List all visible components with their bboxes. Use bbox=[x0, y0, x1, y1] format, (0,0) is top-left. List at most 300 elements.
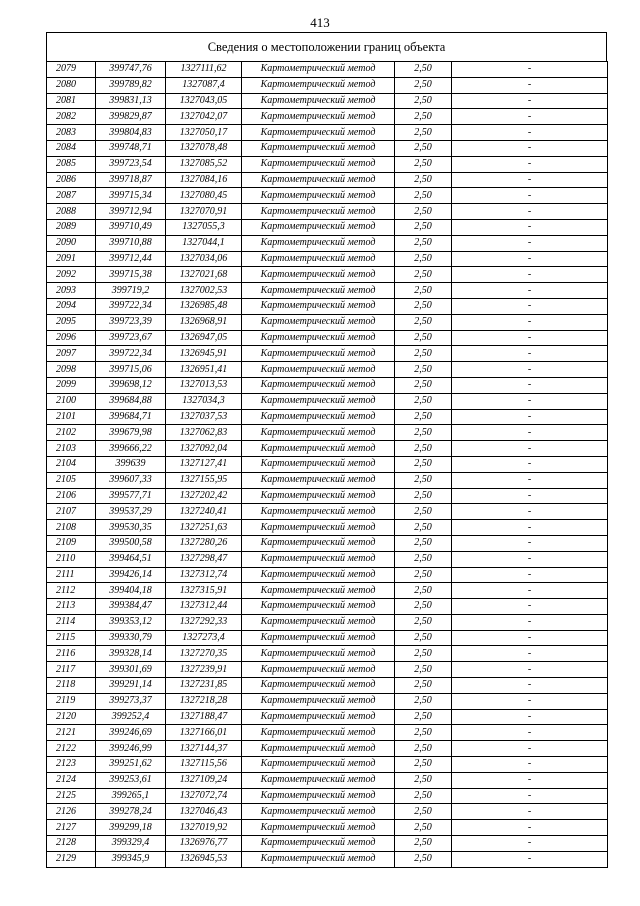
table-row bbox=[47, 62, 608, 78]
coordinate-x-cell: 399718,87 bbox=[96, 172, 166, 188]
accuracy-cell: 2,50 bbox=[395, 156, 452, 172]
table-row bbox=[47, 314, 608, 330]
note-cell: - bbox=[452, 836, 608, 852]
table-row bbox=[47, 488, 608, 504]
point-number-cell: 2116 bbox=[47, 646, 96, 662]
coordinate-y-cell: 1327042,07 bbox=[166, 109, 242, 125]
table-row bbox=[47, 283, 608, 299]
coordinate-x-cell: 399265,1 bbox=[96, 788, 166, 804]
coordinate-x-cell: 399684,88 bbox=[96, 393, 166, 409]
accuracy-cell: 2,50 bbox=[395, 535, 452, 551]
method-cell: Картометрический метод bbox=[242, 235, 395, 251]
point-number-cell: 2087 bbox=[47, 188, 96, 204]
accuracy-cell: 2,50 bbox=[395, 314, 452, 330]
method-cell: Картометрический метод bbox=[242, 425, 395, 441]
table-row bbox=[47, 456, 608, 472]
accuracy-cell: 2,50 bbox=[395, 567, 452, 583]
note-cell: - bbox=[452, 283, 608, 299]
table-row bbox=[47, 757, 608, 773]
note-cell: - bbox=[452, 788, 608, 804]
coordinate-x-cell: 399301,69 bbox=[96, 662, 166, 678]
note-cell: - bbox=[452, 741, 608, 757]
accuracy-cell: 2,50 bbox=[395, 377, 452, 393]
coordinate-x-cell: 399723,67 bbox=[96, 330, 166, 346]
coordinate-x-cell: 399712,44 bbox=[96, 251, 166, 267]
coordinate-x-cell: 399384,47 bbox=[96, 599, 166, 615]
accuracy-cell: 2,50 bbox=[395, 346, 452, 362]
table-row bbox=[47, 646, 608, 662]
coordinate-x-cell: 399251,62 bbox=[96, 757, 166, 773]
coordinate-y-cell: 1326985,48 bbox=[166, 298, 242, 314]
accuracy-cell: 2,50 bbox=[395, 409, 452, 425]
note-cell: - bbox=[452, 472, 608, 488]
table-row bbox=[47, 219, 608, 235]
note-cell: - bbox=[452, 140, 608, 156]
accuracy-cell: 2,50 bbox=[395, 836, 452, 852]
coordinate-y-cell: 1327115,56 bbox=[166, 757, 242, 773]
point-number-cell: 2107 bbox=[47, 504, 96, 520]
coordinate-y-cell: 1327050,17 bbox=[166, 125, 242, 141]
method-cell: Картометрический метод bbox=[242, 188, 395, 204]
table-row bbox=[47, 235, 608, 251]
point-number-cell: 2129 bbox=[47, 851, 96, 867]
point-number-cell: 2115 bbox=[47, 630, 96, 646]
accuracy-cell: 2,50 bbox=[395, 472, 452, 488]
point-number-cell: 2106 bbox=[47, 488, 96, 504]
coordinate-x-cell: 399278,24 bbox=[96, 804, 166, 820]
note-cell: - bbox=[452, 551, 608, 567]
method-cell: Картометрический метод bbox=[242, 804, 395, 820]
coordinate-x-cell: 399715,06 bbox=[96, 362, 166, 378]
method-cell: Картометрический метод bbox=[242, 551, 395, 567]
point-number-cell: 2091 bbox=[47, 251, 96, 267]
point-number-cell: 2098 bbox=[47, 362, 96, 378]
accuracy-cell: 2,50 bbox=[395, 820, 452, 836]
table-row bbox=[47, 393, 608, 409]
coordinate-y-cell: 1327070,91 bbox=[166, 204, 242, 220]
accuracy-cell: 2,50 bbox=[395, 140, 452, 156]
note-cell: - bbox=[452, 630, 608, 646]
note-cell: - bbox=[452, 772, 608, 788]
accuracy-cell: 2,50 bbox=[395, 804, 452, 820]
note-cell: - bbox=[452, 820, 608, 836]
method-cell: Картометрический метод bbox=[242, 488, 395, 504]
accuracy-cell: 2,50 bbox=[395, 851, 452, 867]
coordinate-y-cell: 1327144,37 bbox=[166, 741, 242, 757]
point-number-cell: 2092 bbox=[47, 267, 96, 283]
coordinate-x-cell: 399698,12 bbox=[96, 377, 166, 393]
coordinate-x-cell: 399666,22 bbox=[96, 441, 166, 457]
point-number-cell: 2109 bbox=[47, 535, 96, 551]
accuracy-cell: 2,50 bbox=[395, 678, 452, 694]
coordinate-x-cell: 399715,38 bbox=[96, 267, 166, 283]
method-cell: Картометрический метод bbox=[242, 646, 395, 662]
coordinate-y-cell: 1327251,63 bbox=[166, 520, 242, 536]
table-row bbox=[47, 251, 608, 267]
point-number-cell: 2095 bbox=[47, 314, 96, 330]
accuracy-cell: 2,50 bbox=[395, 235, 452, 251]
note-cell: - bbox=[452, 599, 608, 615]
method-cell: Картометрический метод bbox=[242, 125, 395, 141]
table-row bbox=[47, 551, 608, 567]
point-number-cell: 2113 bbox=[47, 599, 96, 615]
note-cell: - bbox=[452, 298, 608, 314]
point-number-cell: 2079 bbox=[47, 62, 96, 78]
coordinate-y-cell: 1327078,48 bbox=[166, 140, 242, 156]
accuracy-cell: 2,50 bbox=[395, 757, 452, 773]
coordinate-y-cell: 1327202,42 bbox=[166, 488, 242, 504]
point-number-cell: 2114 bbox=[47, 614, 96, 630]
note-cell: - bbox=[452, 646, 608, 662]
note-cell: - bbox=[452, 109, 608, 125]
accuracy-cell: 2,50 bbox=[395, 488, 452, 504]
coordinate-y-cell: 1327085,52 bbox=[166, 156, 242, 172]
table-row bbox=[47, 520, 608, 536]
accuracy-cell: 2,50 bbox=[395, 709, 452, 725]
note-cell: - bbox=[452, 456, 608, 472]
accuracy-cell: 2,50 bbox=[395, 267, 452, 283]
accuracy-cell: 2,50 bbox=[395, 693, 452, 709]
accuracy-cell: 2,50 bbox=[395, 204, 452, 220]
table-row bbox=[47, 820, 608, 836]
point-number-cell: 2121 bbox=[47, 725, 96, 741]
coordinate-x-cell: 399537,29 bbox=[96, 504, 166, 520]
point-number-cell: 2101 bbox=[47, 409, 96, 425]
coordinate-y-cell: 1327046,43 bbox=[166, 804, 242, 820]
method-cell: Картометрический метод bbox=[242, 725, 395, 741]
method-cell: Картометрический метод bbox=[242, 377, 395, 393]
method-cell: Картометрический метод bbox=[242, 456, 395, 472]
method-cell: Картометрический метод bbox=[242, 409, 395, 425]
method-cell: Картометрический метод bbox=[242, 662, 395, 678]
point-number-cell: 2097 bbox=[47, 346, 96, 362]
accuracy-cell: 2,50 bbox=[395, 251, 452, 267]
coordinate-y-cell: 1327019,92 bbox=[166, 820, 242, 836]
coordinate-x-cell: 399246,99 bbox=[96, 741, 166, 757]
note-cell: - bbox=[452, 125, 608, 141]
coordinate-x-cell: 399679,98 bbox=[96, 425, 166, 441]
point-number-cell: 2081 bbox=[47, 93, 96, 109]
coordinate-y-cell: 1327188,47 bbox=[166, 709, 242, 725]
point-number-cell: 2102 bbox=[47, 425, 96, 441]
coordinate-y-cell: 1327034,3 bbox=[166, 393, 242, 409]
page-number: 413 bbox=[310, 15, 330, 30]
point-number-cell: 2096 bbox=[47, 330, 96, 346]
method-cell: Картометрический метод bbox=[242, 567, 395, 583]
table-row bbox=[47, 362, 608, 378]
coordinate-y-cell: 1326968,91 bbox=[166, 314, 242, 330]
accuracy-cell: 2,50 bbox=[395, 125, 452, 141]
table-row bbox=[47, 204, 608, 220]
table-row bbox=[47, 662, 608, 678]
accuracy-cell: 2,50 bbox=[395, 788, 452, 804]
table-row bbox=[47, 125, 608, 141]
point-number-cell: 2093 bbox=[47, 283, 96, 299]
method-cell: Картометрический метод bbox=[242, 472, 395, 488]
method-cell: Картометрический метод bbox=[242, 520, 395, 536]
point-number-cell: 2110 bbox=[47, 551, 96, 567]
point-number-cell: 2111 bbox=[47, 567, 96, 583]
method-cell: Картометрический метод bbox=[242, 251, 395, 267]
method-cell: Картометрический метод bbox=[242, 535, 395, 551]
note-cell: - bbox=[452, 219, 608, 235]
accuracy-cell: 2,50 bbox=[395, 456, 452, 472]
method-cell: Картометрический метод bbox=[242, 757, 395, 773]
table-row bbox=[47, 298, 608, 314]
method-cell: Картометрический метод bbox=[242, 788, 395, 804]
accuracy-cell: 2,50 bbox=[395, 393, 452, 409]
coordinate-y-cell: 1327312,44 bbox=[166, 599, 242, 615]
coordinate-y-cell: 1327127,41 bbox=[166, 456, 242, 472]
accuracy-cell: 2,50 bbox=[395, 551, 452, 567]
method-cell: Картометрический метод bbox=[242, 219, 395, 235]
method-cell: Картометрический метод bbox=[242, 204, 395, 220]
coordinate-y-cell: 1327043,05 bbox=[166, 93, 242, 109]
note-cell: - bbox=[452, 662, 608, 678]
coordinate-y-cell: 1326976,77 bbox=[166, 836, 242, 852]
point-number-cell: 2104 bbox=[47, 456, 96, 472]
coordinate-x-cell: 399715,34 bbox=[96, 188, 166, 204]
point-number-cell: 2128 bbox=[47, 836, 96, 852]
coordinate-y-cell: 1327092,04 bbox=[166, 441, 242, 457]
coordinate-x-cell: 399345,9 bbox=[96, 851, 166, 867]
accuracy-cell: 2,50 bbox=[395, 662, 452, 678]
point-number-cell: 2120 bbox=[47, 709, 96, 725]
method-cell: Картометрический метод bbox=[242, 741, 395, 757]
point-number-cell: 2126 bbox=[47, 804, 96, 820]
accuracy-cell: 2,50 bbox=[395, 772, 452, 788]
note-cell: - bbox=[452, 520, 608, 536]
point-number-cell: 2100 bbox=[47, 393, 96, 409]
coordinate-x-cell: 399639 bbox=[96, 456, 166, 472]
coordinate-y-cell: 1327218,28 bbox=[166, 693, 242, 709]
coordinate-x-cell: 399246,69 bbox=[96, 725, 166, 741]
coordinate-y-cell: 1327080,45 bbox=[166, 188, 242, 204]
method-cell: Картометрический метод bbox=[242, 156, 395, 172]
point-number-cell: 2103 bbox=[47, 441, 96, 457]
accuracy-cell: 2,50 bbox=[395, 283, 452, 299]
note-cell: - bbox=[452, 409, 608, 425]
table-row bbox=[47, 441, 608, 457]
note-cell: - bbox=[452, 330, 608, 346]
table-row bbox=[47, 678, 608, 694]
method-cell: Картометрический метод bbox=[242, 504, 395, 520]
accuracy-cell: 2,50 bbox=[395, 330, 452, 346]
table-row bbox=[47, 693, 608, 709]
note-cell: - bbox=[452, 567, 608, 583]
coordinate-x-cell: 399329,4 bbox=[96, 836, 166, 852]
method-cell: Картометрический метод bbox=[242, 62, 395, 78]
accuracy-cell: 2,50 bbox=[395, 504, 452, 520]
coordinate-x-cell: 399426,14 bbox=[96, 567, 166, 583]
point-number-cell: 2082 bbox=[47, 109, 96, 125]
coordinate-x-cell: 399252,4 bbox=[96, 709, 166, 725]
coordinate-y-cell: 1327292,33 bbox=[166, 614, 242, 630]
point-number-cell: 2123 bbox=[47, 757, 96, 773]
table-row bbox=[47, 788, 608, 804]
note-cell: - bbox=[452, 757, 608, 773]
method-cell: Картометрический метод bbox=[242, 709, 395, 725]
table-row bbox=[47, 377, 608, 393]
method-cell: Картометрический метод bbox=[242, 298, 395, 314]
accuracy-cell: 2,50 bbox=[395, 77, 452, 93]
note-cell: - bbox=[452, 504, 608, 520]
point-number-cell: 2083 bbox=[47, 125, 96, 141]
coordinate-x-cell: 399723,39 bbox=[96, 314, 166, 330]
method-cell: Картометрический метод bbox=[242, 630, 395, 646]
table-row bbox=[47, 267, 608, 283]
coordinate-y-cell: 1327034,06 bbox=[166, 251, 242, 267]
coordinate-y-cell: 1327111,62 bbox=[166, 62, 242, 78]
point-number-cell: 2086 bbox=[47, 172, 96, 188]
point-number-cell: 2118 bbox=[47, 678, 96, 694]
coordinates-table bbox=[46, 61, 608, 868]
coordinate-x-cell: 399607,33 bbox=[96, 472, 166, 488]
method-cell: Картометрический метод bbox=[242, 77, 395, 93]
coordinate-x-cell: 399464,51 bbox=[96, 551, 166, 567]
coordinate-x-cell: 399831,13 bbox=[96, 93, 166, 109]
coordinate-y-cell: 1327037,53 bbox=[166, 409, 242, 425]
note-cell: - bbox=[452, 583, 608, 599]
point-number-cell: 2117 bbox=[47, 662, 96, 678]
accuracy-cell: 2,50 bbox=[395, 741, 452, 757]
accuracy-cell: 2,50 bbox=[395, 520, 452, 536]
accuracy-cell: 2,50 bbox=[395, 425, 452, 441]
note-cell: - bbox=[452, 235, 608, 251]
table-row bbox=[47, 409, 608, 425]
coordinate-y-cell: 1327084,16 bbox=[166, 172, 242, 188]
note-cell: - bbox=[452, 393, 608, 409]
note-cell: - bbox=[452, 346, 608, 362]
coordinate-y-cell: 1327240,41 bbox=[166, 504, 242, 520]
method-cell: Картометрический метод bbox=[242, 283, 395, 299]
point-number-cell: 2105 bbox=[47, 472, 96, 488]
note-cell: - bbox=[452, 62, 608, 78]
coordinate-x-cell: 399722,34 bbox=[96, 346, 166, 362]
table-row bbox=[47, 804, 608, 820]
table-row bbox=[47, 472, 608, 488]
accuracy-cell: 2,50 bbox=[395, 172, 452, 188]
note-cell: - bbox=[452, 488, 608, 504]
method-cell: Картометрический метод bbox=[242, 314, 395, 330]
coordinate-y-cell: 1327021,68 bbox=[166, 267, 242, 283]
table-row bbox=[47, 109, 608, 125]
point-number-cell: 2080 bbox=[47, 77, 96, 93]
coordinate-y-cell: 1326945,91 bbox=[166, 346, 242, 362]
note-cell: - bbox=[452, 314, 608, 330]
coordinate-x-cell: 399353,12 bbox=[96, 614, 166, 630]
coordinate-y-cell: 1327013,53 bbox=[166, 377, 242, 393]
point-number-cell: 2125 bbox=[47, 788, 96, 804]
note-cell: - bbox=[452, 77, 608, 93]
boundary-coordinates-sheet bbox=[46, 32, 607, 868]
table-row bbox=[47, 725, 608, 741]
method-cell: Картометрический метод bbox=[242, 109, 395, 125]
method-cell: Картометрический метод bbox=[242, 362, 395, 378]
table-row bbox=[47, 425, 608, 441]
table-row bbox=[47, 346, 608, 362]
table-row bbox=[47, 330, 608, 346]
coordinate-x-cell: 399530,35 bbox=[96, 520, 166, 536]
coordinate-x-cell: 399330,79 bbox=[96, 630, 166, 646]
coordinate-x-cell: 399712,94 bbox=[96, 204, 166, 220]
coordinate-y-cell: 1327312,74 bbox=[166, 567, 242, 583]
accuracy-cell: 2,50 bbox=[395, 441, 452, 457]
table-row bbox=[47, 614, 608, 630]
table-row bbox=[47, 630, 608, 646]
note-cell: - bbox=[452, 362, 608, 378]
accuracy-cell: 2,50 bbox=[395, 583, 452, 599]
note-cell: - bbox=[452, 267, 608, 283]
coordinate-y-cell: 1327155,95 bbox=[166, 472, 242, 488]
accuracy-cell: 2,50 bbox=[395, 725, 452, 741]
note-cell: - bbox=[452, 441, 608, 457]
note-cell: - bbox=[452, 251, 608, 267]
coordinates-table-body bbox=[47, 62, 608, 868]
method-cell: Картометрический метод bbox=[242, 851, 395, 867]
coordinate-x-cell: 399328,14 bbox=[96, 646, 166, 662]
accuracy-cell: 2,50 bbox=[395, 599, 452, 615]
table-row bbox=[47, 535, 608, 551]
point-number-cell: 2094 bbox=[47, 298, 96, 314]
accuracy-cell: 2,50 bbox=[395, 362, 452, 378]
note-cell: - bbox=[452, 156, 608, 172]
table-row bbox=[47, 851, 608, 867]
table-row bbox=[47, 741, 608, 757]
coordinate-x-cell: 399273,37 bbox=[96, 693, 166, 709]
coordinate-y-cell: 1326951,41 bbox=[166, 362, 242, 378]
point-number-cell: 2090 bbox=[47, 235, 96, 251]
coordinate-x-cell: 399747,76 bbox=[96, 62, 166, 78]
method-cell: Картометрический метод bbox=[242, 441, 395, 457]
coordinate-y-cell: 1327231,85 bbox=[166, 678, 242, 694]
note-cell: - bbox=[452, 851, 608, 867]
note-cell: - bbox=[452, 172, 608, 188]
coordinate-y-cell: 1327166,01 bbox=[166, 725, 242, 741]
point-number-cell: 2099 bbox=[47, 377, 96, 393]
point-number-cell: 2112 bbox=[47, 583, 96, 599]
point-number-cell: 2088 bbox=[47, 204, 96, 220]
coordinate-y-cell: 1327087,4 bbox=[166, 77, 242, 93]
coordinate-y-cell: 1327273,4 bbox=[166, 630, 242, 646]
table-title: Сведения о местоположении границ объекта bbox=[46, 32, 607, 61]
method-cell: Картометрический метод bbox=[242, 172, 395, 188]
point-number-cell: 2089 bbox=[47, 219, 96, 235]
method-cell: Картометрический метод bbox=[242, 836, 395, 852]
point-number-cell: 2084 bbox=[47, 140, 96, 156]
coordinate-x-cell: 399404,18 bbox=[96, 583, 166, 599]
note-cell: - bbox=[452, 709, 608, 725]
note-cell: - bbox=[452, 93, 608, 109]
note-cell: - bbox=[452, 804, 608, 820]
accuracy-cell: 2,50 bbox=[395, 93, 452, 109]
note-cell: - bbox=[452, 725, 608, 741]
table-row bbox=[47, 172, 608, 188]
coordinate-x-cell: 399253,61 bbox=[96, 772, 166, 788]
coordinate-x-cell: 399723,54 bbox=[96, 156, 166, 172]
coordinate-y-cell: 1327315,91 bbox=[166, 583, 242, 599]
note-cell: - bbox=[452, 614, 608, 630]
table-row bbox=[47, 709, 608, 725]
table-row bbox=[47, 599, 608, 615]
coordinate-x-cell: 399710,49 bbox=[96, 219, 166, 235]
method-cell: Картометрический метод bbox=[242, 772, 395, 788]
coordinate-x-cell: 399710,88 bbox=[96, 235, 166, 251]
accuracy-cell: 2,50 bbox=[395, 109, 452, 125]
coordinate-y-cell: 1327280,26 bbox=[166, 535, 242, 551]
coordinate-x-cell: 399804,83 bbox=[96, 125, 166, 141]
method-cell: Картометрический метод bbox=[242, 583, 395, 599]
